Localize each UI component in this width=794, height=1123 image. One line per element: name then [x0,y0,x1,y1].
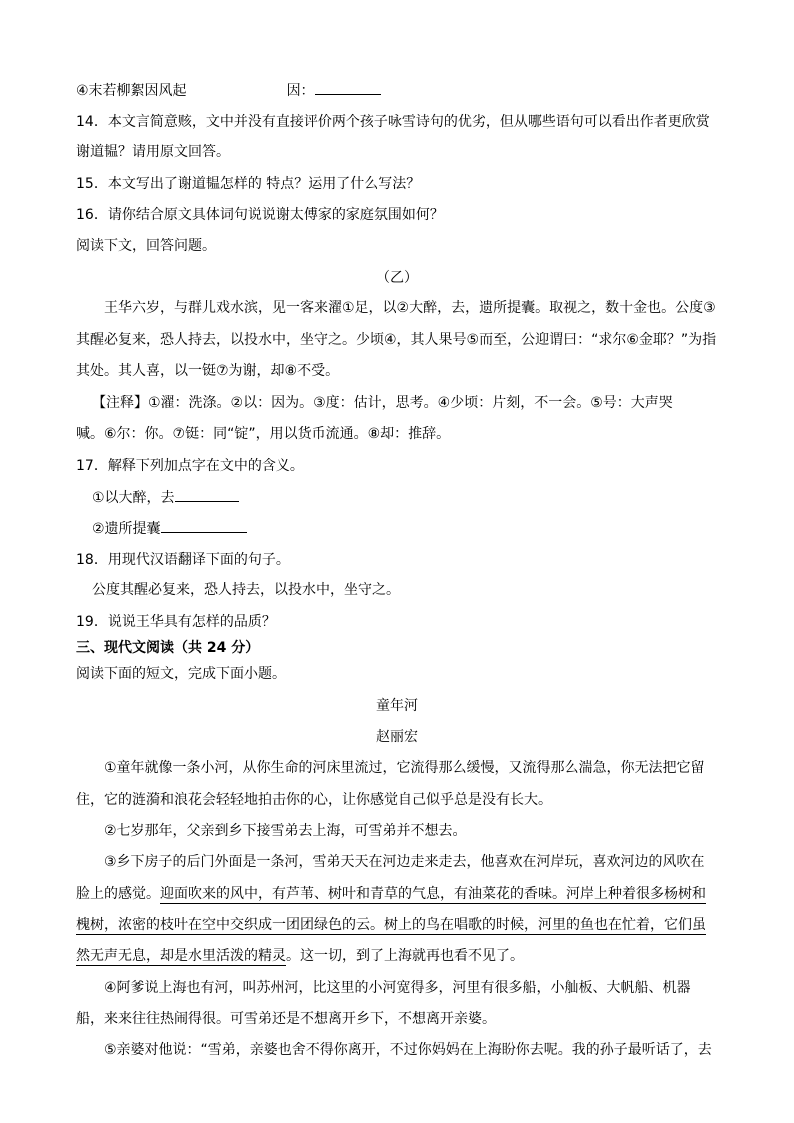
passage-b-title: （乙） [376,270,418,286]
reading-instruction: 阅读下文，回答问题。 [76,238,216,254]
underlined-text: 迎面吹来的风中，有芦苇、树叶和青草的气息，有油菜花的香味。河岸上种着很多杨树和 [160,886,706,902]
article-paragraph: 脸上的感觉。迎面吹来的风中，有芦苇、树叶和青草的气息，有油菜花的香味。河岸上种着很多杨树和 [76,886,706,902]
question-14: 14．本文言简意赅，文中并没有直接评价两个孩子咏雪诗句的优劣，但从哪些语句可以看出作者更欣赏 [76,114,710,130]
article-paragraph: 住，它的涟漪和浪花会轻轻地拍击你的心，让你感觉自己似乎总是没有长大。 [76,792,552,808]
annotation-line: 喊。⑥尔：你。⑦铤：同“锭”，用以货币流通。⑧却：推辞。 [76,426,451,442]
underlined-text: 槐树，浓密的枝叶在空中交织成一团团绿色的云。树上的鸟在唱歌的时候，河里的鱼也在忙着，它们虽 [76,917,706,933]
annotation-line: 【注释】①濯：洗涤。②以：因为。③度：估计，思考。④少顷：片刻，不一会。⑤号：大声哭 [92,395,673,411]
answer-blank[interactable] [315,80,381,95]
article-paragraph: 船，来来往往热闹得很。可雪弟还是不想离开乡下，不想离开亲婆。 [76,1011,496,1027]
passage-b-line: 王华六岁，与群儿戏水滨，见一客来濯①足，以②大醉，去，遗所提囊。取视之，数十金也。公度③ [104,300,716,316]
question-17-item-2: ②遗所提囊 [76,518,740,538]
article-paragraph: ④阿爹说上海也有河，叫苏州河，比这里的小河宽得多，河里有很多船，小舢板、大帆船、机器 [104,980,691,996]
article-paragraph [76,915,724,935]
article-paragraph: 然无声无息，却是水里活泼的精灵。这一切，到了上海就再也看不见了。 [76,948,524,964]
question-17-item-1: ①以大醉，去 [76,487,740,507]
question-16: 16．请你结合原文具体词句说说谢太傅家的家庭氛围如何？ [76,207,444,223]
question-17: 17．解释下列加点字在文中的含义。 [76,458,304,474]
article-paragraph: ①童年就像一条小河，从你生命的河床里流过，它流得那么缓慢，又流得那么湍急，你无法把它留 [104,760,705,776]
article-paragraph: ③乡下房子的后门外面是一条河，雪弟天天在河边走来走去，他喜欢在河岸玩，喜欢河边的风吹在 [104,854,705,870]
passage-b-line: 其处。其人喜，以一铤⑦为谢，却⑧不受。 [76,363,340,379]
question-19: 19．说说王华具有怎样的品质？ [76,614,276,630]
question-18-sentence: 公度其醒必复来，恐人持去，以投水中，坐守之。 [92,582,400,598]
article-author: 赵丽宏 [376,729,418,745]
answer-blank[interactable] [161,518,247,533]
question-15: 15．本文写出了谢道韫怎样的 特点？运用了什么写法？ [76,176,421,192]
article-title: 童年河 [376,698,418,714]
reading-instruction: 阅读下面的短文，完成下面小题。 [76,666,286,682]
article-paragraph: ⑤亲婆对他说：“雪弟，亲婆也舍不得你离开，不过你妈妈在上海盼你去呢。我的孙子最听话了，去 [104,1042,712,1058]
question-13-item-4: ④末若柳絮因风起 因： [76,80,724,100]
underlined-text: 然无声无息，却是水里活泼的精灵 [76,948,286,964]
answer-blank[interactable] [175,487,239,502]
question-14-cont: 谢道韫？请用原文回答。 [76,144,230,160]
section-heading: 三、现代文阅读（共 24 分） [76,640,260,656]
passage-b-line: 其醒必复来，恐人持去，以投水中，坐守之。少顷④，其人果号⑤而至，公迎谓曰：“求尔⑥金耶？”为指 [76,332,717,348]
question-18: 18．用现代汉语翻译下面的句子。 [76,552,290,568]
article-paragraph: ②七岁那年，父亲到乡下接雪弟去上海，可雪弟并不想去。 [104,823,467,839]
